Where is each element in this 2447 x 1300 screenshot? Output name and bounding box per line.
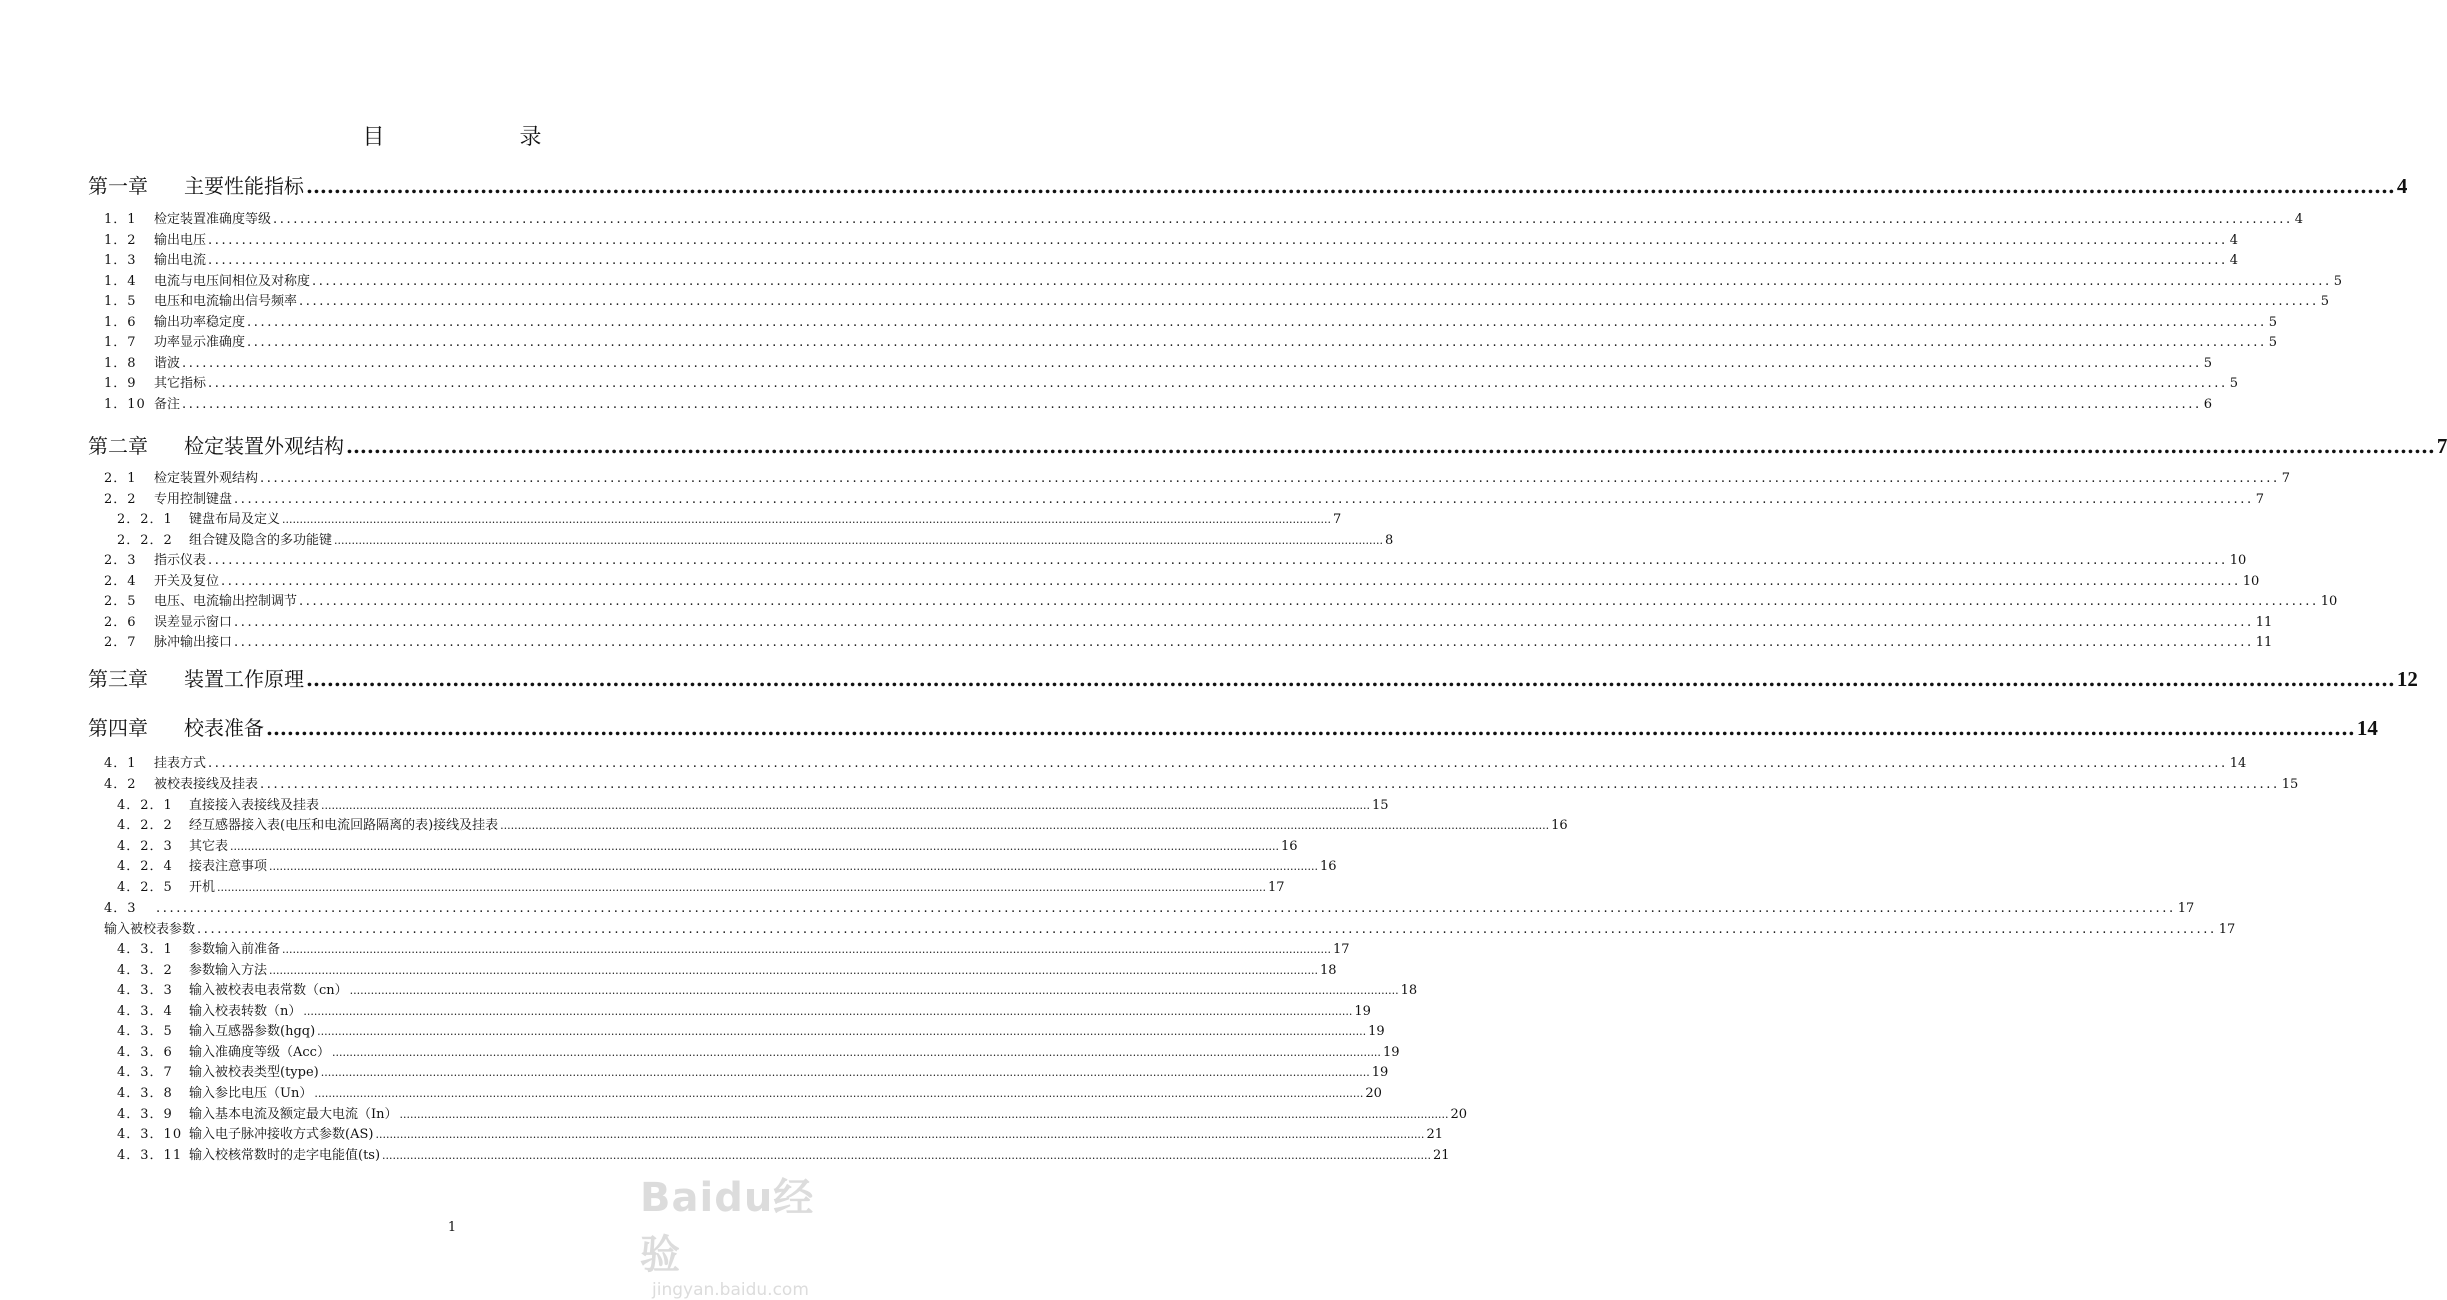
toc-entry[interactable] [117, 835, 1298, 855]
toc-entry-number: 4．3．4 [117, 1004, 173, 1019]
dot-leader: ............................................................................................................................................................................................................................................................................................................ [306, 667, 2395, 691]
toc-entry[interactable] [117, 1103, 1468, 1123]
toc-entry-label: 误差显示窗口 [154, 615, 233, 630]
toc-entry-number: 4．2．2 [117, 818, 173, 833]
dot-leader: ............................................................................................................................................................................................................................................................................................................ [208, 376, 2228, 391]
toc-entry-number: 1．4 [104, 274, 137, 289]
toc-entry-page: 4 [2396, 174, 2408, 198]
toc-entry[interactable] [117, 794, 1389, 814]
toc-entry-page: 7 [1333, 512, 1342, 527]
toc-entry-number: 4．2 [104, 777, 137, 792]
toc-entry-label: 主要性能指标 [184, 174, 304, 198]
toc-entry-label: 脉冲输出接口 [154, 635, 233, 650]
dot-leader: ............................................................................................................................................................................................................................................................................................................ [247, 315, 2267, 330]
toc-entry-number: 1．7 [104, 335, 137, 350]
toc-entry-number: 1．3 [104, 253, 137, 268]
toc-entry-label: 输出电流 [154, 253, 207, 268]
dot-leader: ............................................................................................................................................................................................................................................................................................................ [234, 635, 2254, 650]
toc-entry[interactable] [104, 352, 2212, 372]
toc-entry-page: 14 [2356, 716, 2378, 740]
dot-leader: ............................................................................................................................................................................................................................................................................................................ [314, 1087, 1364, 1100]
dot-leader: ............................................................................................................................................................................................................................................................................................................ [334, 534, 1383, 547]
page-number: 1 [447, 1220, 457, 1235]
toc-entry-label: 输入校核常数时的走字电能值(ts) [189, 1148, 381, 1163]
dot-leader: ............................................................................................................................................................................................................................................................................................................ [320, 1066, 1370, 1079]
toc-entry-page: 5 [2333, 274, 2342, 289]
toc-entry-number: 第一章 [88, 174, 148, 198]
watermark-logo-text: Baidu经验 [640, 1175, 815, 1278]
toc-entry-page: 19 [1382, 1045, 1400, 1060]
toc-entry-number: 第三章 [88, 667, 148, 691]
toc-entry-page: 21 [1433, 1148, 1450, 1163]
toc-chapter-entry[interactable] [88, 663, 2418, 693]
toc-entry-label: 检定装置外观结构 [154, 471, 259, 486]
dot-leader: ............................................................................................................................................................................................................................................................................................................ [399, 1108, 1449, 1121]
toc-entry[interactable] [104, 208, 2303, 228]
toc-entry-number: 4．3 [104, 901, 137, 916]
dot-leader: ............................................................................................................................................................................................................................................................................................................ [156, 901, 2176, 916]
dot-leader: ............................................................................................................................................................................................................................................................................................................ [375, 1128, 1425, 1141]
toc-entry-number: 4．2．1 [117, 798, 173, 813]
dot-leader: ............................................................................................................................................................................................................................................................................................................ [269, 964, 1318, 977]
dot-leader: ............................................................................................................................................................................................................................................................................................................ [299, 294, 2319, 309]
toc-entry-label: 输入被校表参数 [104, 922, 196, 937]
toc-entry[interactable] [104, 549, 2247, 569]
toc-entry-page: 14 [2229, 756, 2247, 771]
toc-entry-number: 4．1 [104, 756, 137, 771]
toc-entry[interactable] [104, 897, 2195, 917]
toc-entry-number: 2．4 [104, 574, 137, 589]
toc-entry[interactable] [104, 249, 2238, 269]
toc-entry-number: 4．3．7 [117, 1065, 173, 1080]
toc-entry-number: 2．3 [104, 553, 137, 568]
dot-leader: ............................................................................................................................................................................................................................................................................................................ [282, 943, 1331, 956]
watermark-url: jingyan.baidu.com [652, 1280, 809, 1300]
toc-entry[interactable] [117, 959, 1337, 979]
toc-entry-page: 11 [2255, 635, 2273, 650]
toc-chapter-entry[interactable] [88, 430, 2447, 460]
dot-leader: ............................................................................................................................................................................................................................................................................................................ [269, 860, 1318, 873]
toc-entry-label: 键盘布局及定义 [189, 512, 281, 527]
toc-entry[interactable] [104, 290, 2329, 310]
toc-entry-page: 7 [2436, 434, 2447, 458]
toc-entry-number: 2．7 [104, 635, 137, 650]
toc-entry-number: 1．10 [104, 397, 146, 412]
toc-entry-page: 19 [1354, 1004, 1371, 1019]
toc-entry-number: 4．3．9 [117, 1107, 173, 1122]
dot-leader: ............................................................................................................................................................................................................................................................................................................ [303, 1005, 1353, 1018]
toc-entry-label: 检定装置准确度等级 [154, 212, 272, 227]
toc-entry-label: 输出电压 [154, 233, 207, 248]
toc-entry[interactable] [104, 631, 2273, 651]
toc-entry-label: 挂表方式 [154, 756, 207, 771]
toc-entry-label: 开机 [189, 880, 216, 895]
toc-chapter-entry[interactable] [88, 170, 2408, 200]
toc-entry-label: 电压、电流输出控制调节 [154, 594, 298, 609]
dot-leader: ............................................................................................................................................................................................................................................................................................................ [299, 594, 2319, 609]
dot-leader: ............................................................................................................................................................................................................................................................................................................ [208, 253, 2228, 268]
toc-entry[interactable] [104, 372, 2238, 392]
toc-entry[interactable] [117, 1082, 1382, 1102]
toc-entry-number: 2．2 [104, 492, 137, 507]
toc-entry-page: 12 [2396, 667, 2418, 691]
dot-leader: ............................................................................................................................................................................................................................................................................................................ [182, 356, 2202, 371]
toc-entry-label: 输出功率稳定度 [154, 315, 246, 330]
toc-entry[interactable] [104, 311, 2277, 331]
toc-entry[interactable] [117, 1041, 1400, 1061]
toc-entry-label: 输入被校表类型(type) [189, 1065, 319, 1080]
toc-entry[interactable] [104, 611, 2273, 631]
toc-entry-page: 17 [1333, 942, 1350, 957]
toc-entry-number: 第四章 [88, 716, 148, 740]
toc-entry-page: 10 [2229, 553, 2247, 568]
dot-leader: ............................................................................................................................................................................................................................................................................................................ [234, 492, 2254, 507]
toc-entry-page: 5 [2268, 315, 2277, 330]
toc-entry[interactable] [117, 979, 1418, 999]
toc-entry-label: 输入准确度等级（Acc） [189, 1045, 330, 1060]
toc-entry-page: 16 [1551, 818, 1568, 833]
toc-entry-label: 功率显示准确度 [154, 335, 246, 350]
dot-leader: ............................................................................................................................................................................................................................................................................................................ [247, 335, 2267, 350]
toc-entry[interactable] [117, 1144, 1450, 1164]
toc-entry-label: 接表注意事项 [189, 859, 268, 874]
dot-leader: ............................................................................................................................................................................................................................................................................................................ [500, 819, 1550, 832]
toc-entry-label: 校表准备 [184, 716, 264, 740]
toc-entry[interactable] [117, 855, 1337, 875]
dot-leader: ............................................................................................................................................................................................................................................................................................................ [208, 233, 2228, 248]
toc-entry[interactable] [104, 467, 2290, 487]
toc-entry-number: 2．1 [104, 471, 137, 486]
toc-entry-page: 20 [1450, 1107, 1468, 1122]
toc-entry-page: 17 [1268, 880, 1285, 895]
dot-leader: ............................................................................................................................................................................................................................................................................................................ [321, 799, 1370, 812]
toc-entry-label: 检定装置外观结构 [184, 434, 344, 458]
toc-entry-label: 参数输入前准备 [189, 942, 281, 957]
toc-entry-label: 开关及复位 [154, 574, 220, 589]
toc-entry-number: 4．3．6 [117, 1045, 173, 1060]
toc-entry-number: 1．1 [104, 212, 137, 227]
toc-entry-number: 4．2．3 [117, 839, 173, 854]
toc-entry-number: 4．3．1 [117, 942, 173, 957]
toc-entry-page: 20 [1365, 1086, 1382, 1101]
toc-entry-label: 输入互感器参数(hgq) [189, 1024, 316, 1039]
toc-entry-label: 组合键及隐含的多功能键 [189, 533, 333, 548]
toc-entry-page: 7 [2255, 492, 2264, 507]
toc-entry-number: 4．3．2 [117, 963, 173, 978]
toc-entry-number: 2．5 [104, 594, 137, 609]
dot-leader: ............................................................................................................................................................................................................................................................................................................ [349, 984, 1399, 997]
dot-leader: ............................................................................................................................................................................................................................................................................................................ [306, 174, 2395, 198]
toc-entry-label: 备注 [154, 397, 181, 412]
toc-entry-number: 1．6 [104, 315, 137, 330]
toc-entry-label: 被校表接线及挂表 [154, 777, 259, 792]
dot-leader: ............................................................................................................................................................................................................................................................................................................ [197, 922, 2217, 937]
toc-entry-number: 4．3．5 [117, 1024, 173, 1039]
toc-entry-page: 5 [2203, 356, 2212, 371]
toc-entry-page: 6 [2203, 397, 2212, 412]
toc-entry-page: 15 [1372, 798, 1389, 813]
toc-entry-number: 1．5 [104, 294, 137, 309]
dot-leader: ............................................................................................................................................................................................................................................................................................................ [346, 434, 2435, 458]
toc-entry[interactable] [117, 814, 1568, 834]
toc-entry-page: 19 [1368, 1024, 1385, 1039]
toc-entry[interactable] [117, 1000, 1371, 1020]
toc-entry-page: 5 [2268, 335, 2277, 350]
toc-entry-number: 1．8 [104, 356, 137, 371]
dot-leader: ............................................................................................................................................................................................................................................................................................................ [266, 716, 2355, 740]
toc-entry[interactable] [104, 393, 2212, 413]
toc-entry-label: 电压和电流输出信号频率 [154, 294, 298, 309]
dot-leader: ............................................................................................................................................................................................................................................................................................................ [260, 471, 2280, 486]
page-title: 目 录 [362, 125, 606, 150]
toc-entry-label: 指示仪表 [154, 553, 207, 568]
dot-leader: ............................................................................................................................................................................................................................................................................................................ [312, 274, 2332, 289]
toc-entry-page: 5 [2320, 294, 2329, 309]
toc-entry[interactable] [104, 570, 2260, 590]
dot-leader: ............................................................................................................................................................................................................................................................................................................ [230, 840, 1279, 853]
toc-entry-page: 11 [2255, 615, 2273, 630]
toc-entry-label: 输入电子脉冲接收方式参数(AS) [189, 1127, 374, 1142]
toc-entry[interactable] [104, 488, 2264, 508]
toc-entry-number: 1．9 [104, 376, 137, 391]
toc-entry-page: 21 [1426, 1127, 1443, 1142]
toc-entry-page: 19 [1371, 1065, 1389, 1080]
toc-entry-number: 2．2．1 [117, 512, 173, 527]
toc-entry-label: 输入参比电压（Un） [189, 1086, 313, 1101]
toc-entry-page: 15 [2281, 777, 2299, 792]
toc-entry[interactable] [117, 1020, 1385, 1040]
toc-entry[interactable] [104, 331, 2277, 351]
baidu-jingyan-watermark [640, 1166, 840, 1300]
dot-leader: ............................................................................................................................................................................................................................................................................................................ [208, 553, 2228, 568]
toc-entry-page: 8 [1385, 533, 1394, 548]
toc-entry[interactable] [117, 938, 1350, 958]
toc-entry-number: 4．3．11 [117, 1148, 183, 1163]
toc-entry-page: 10 [2320, 594, 2338, 609]
toc-entry-page: 4 [2229, 233, 2238, 248]
toc-entry[interactable] [117, 508, 1342, 528]
toc-entry-page: 17 [2177, 901, 2195, 916]
toc-entry-page: 4 [2229, 253, 2238, 268]
toc-entry-page: 18 [1400, 983, 1418, 998]
toc-entry[interactable] [104, 270, 2342, 290]
toc-entry[interactable] [104, 918, 2236, 938]
toc-entry-label: 装置工作原理 [184, 667, 304, 691]
toc-entry-page: 7 [2281, 471, 2290, 486]
toc-entry-label: 经互感器接入表(电压和电流回路隔离的表)接线及挂表 [189, 818, 499, 833]
toc-entry-label: 谐波 [154, 356, 181, 371]
toc-entry-number: 第二章 [88, 434, 148, 458]
dot-leader: ............................................................................................................................................................................................................................................................................................................ [182, 397, 2202, 412]
dot-leader: ............................................................................................................................................................................................................................................................................................................ [273, 212, 2293, 227]
toc-entry-page: 5 [2229, 376, 2238, 391]
toc-entry-label: 参数输入方法 [189, 963, 268, 978]
toc-entry[interactable] [117, 1061, 1389, 1081]
toc-entry-number: 4．2．4 [117, 859, 173, 874]
dot-leader: ............................................................................................................................................................................................................................................................................................................ [260, 777, 2280, 792]
toc-entry-page: 4 [2294, 212, 2303, 227]
toc-entry-label: 其它指标 [154, 376, 207, 391]
toc-entry-number: 4．3．8 [117, 1086, 173, 1101]
toc-entry-page: 17 [2218, 922, 2236, 937]
toc-entry-label: 电流与电压间相位及对称度 [154, 274, 311, 289]
toc-entry[interactable] [104, 229, 2238, 249]
toc-entry-number: 2．6 [104, 615, 137, 630]
toc-entry-number: 2．2．2 [117, 533, 173, 548]
toc-entry[interactable] [117, 1123, 1443, 1143]
toc-entry[interactable] [104, 590, 2338, 610]
toc-entry-label: 其它表 [189, 839, 229, 854]
toc-entry-page: 18 [1320, 963, 1337, 978]
dot-leader: ............................................................................................................................................................................................................................................................................................................ [382, 1149, 1432, 1162]
toc-entry-number: 4．2．5 [117, 880, 173, 895]
dot-leader: ............................................................................................................................................................................................................................................................................................................ [217, 881, 1266, 894]
dot-leader: ............................................................................................................................................................................................................................................................................................................ [221, 574, 2241, 589]
toc-entry-label: 输入基本电流及额定最大电流（In） [189, 1107, 398, 1122]
dot-leader: ............................................................................................................................................................................................................................................................................................................ [208, 756, 2228, 771]
toc-entry-label: 输入校表转数（n） [189, 1004, 302, 1019]
toc-entry-number: 4．3．10 [117, 1127, 183, 1142]
toc-entry-page: 10 [2242, 574, 2260, 589]
dot-leader: ............................................................................................................................................................................................................................................................................................................ [317, 1025, 1367, 1038]
toc-entry-label: 输入被校表电表常数（cn） [189, 983, 348, 998]
toc-entry[interactable] [104, 773, 2299, 793]
toc-entry[interactable] [117, 876, 1285, 896]
toc-entry-number: 4．3．3 [117, 983, 173, 998]
toc-entry-page: 16 [1320, 859, 1337, 874]
dot-leader: ............................................................................................................................................................................................................................................................................................................ [282, 513, 1331, 526]
toc-entry-page: 16 [1281, 839, 1298, 854]
toc-chapter-entry[interactable] [88, 712, 2378, 742]
toc-entry[interactable] [117, 529, 1394, 549]
dot-leader: ............................................................................................................................................................................................................................................................................................................ [331, 1046, 1381, 1059]
toc-entry-label: 直接接入表接线及挂表 [189, 798, 320, 813]
toc-entry-label: 专用控制键盘 [154, 492, 233, 507]
dot-leader: ............................................................................................................................................................................................................................................................................................................ [234, 615, 2254, 630]
toc-entry[interactable] [104, 752, 2247, 772]
toc-entry-number: 1．2 [104, 233, 137, 248]
